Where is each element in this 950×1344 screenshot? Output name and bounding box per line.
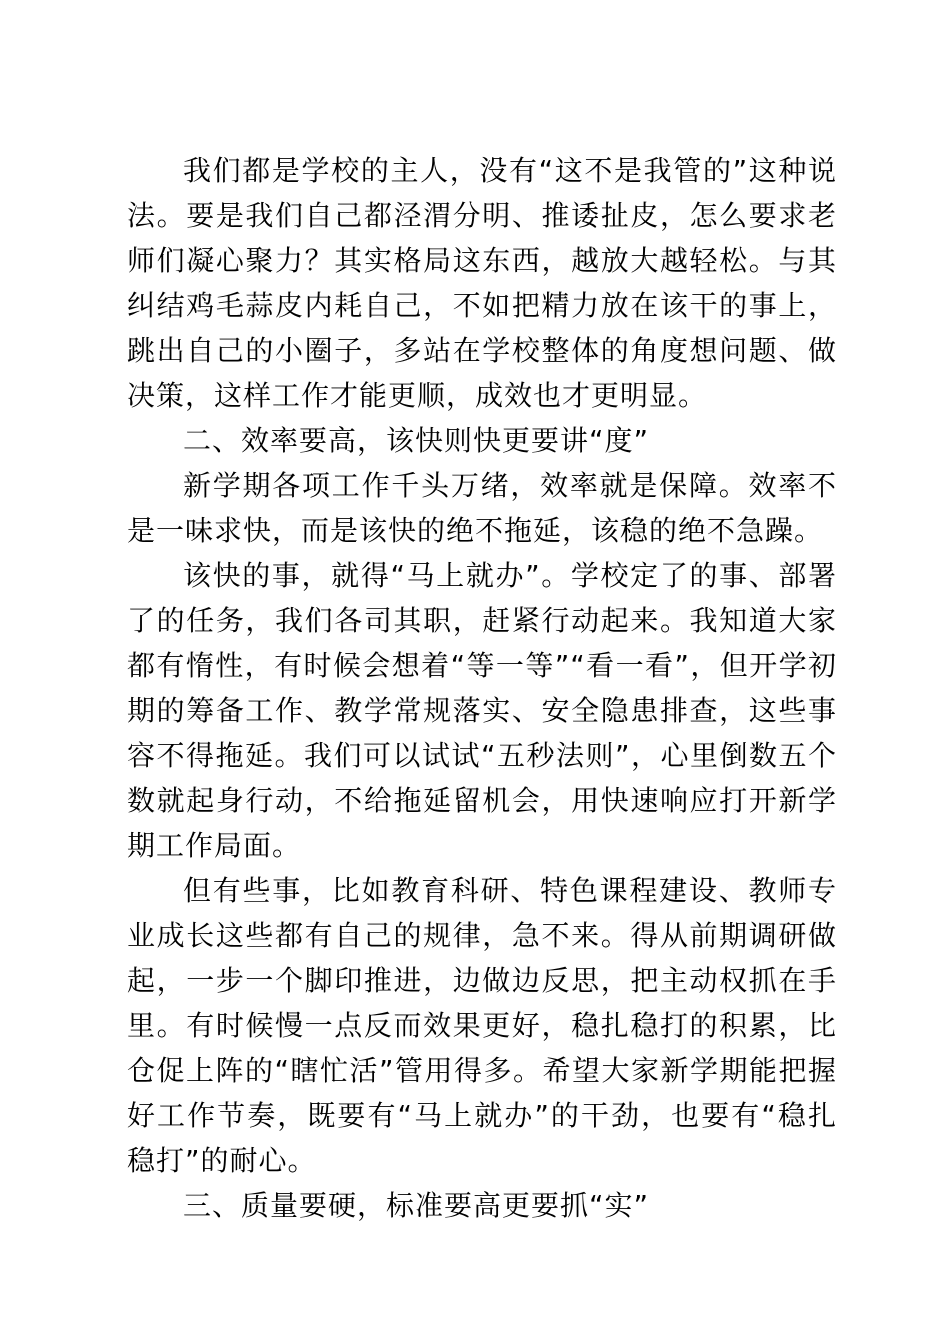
section-heading-2: 二、效率要高，该快则快更要讲“度” bbox=[183, 424, 650, 457]
body-paragraph-2: 新学期各项工作千头万绪，效率就是保障。效率不是一味求快，而是该快的绝不拖延，该稳的绝不急躁。 bbox=[127, 469, 837, 547]
body-paragraph-3: 该快的事，就得“马上就办”。学校定了的事、部署了的任务，我们各司其职，赶紧行动起来。我知道大家都有惰性，有时候会想着“等一等”“看一看”，但开学初期的筹备工作、教学常规落实、安全隐患排查，这些事容不得拖延。我们可以试试“五秒法则”，心里倒数五个数就起身行动，不给拖延留机会，用快速响应打开新学期工作局面。 bbox=[127, 559, 837, 862]
body-paragraph-1: 我们都是学校的主人，没有“这不是我管的”这种说法。要是我们自己都泾渭分明、推诿扯皮，怎么要求老师们凝心聚力？其实格局这东西，越放大越轻松。与其纠结鸡毛蒜皮内耗自己，不如把精力放在该干的事上，跳出自己的小圈子，多站在学校整体的角度想问题、做决策，这样工作才能更顺，成效也才更明显。 bbox=[127, 154, 837, 412]
document-body bbox=[127, 148, 837, 1228]
body-paragraph-4: 但有些事，比如教育科研、特色课程建设、教师专业成长这些都有自己的规律，急不来。得从前期调研做起，一步一个脚印推进，边做边反思，把主动权抓在手里。有时候慢一点反而效果更好，稳扎稳打的积累，比仓促上阵的“瞎忙活”管用得多。希望大家新学期能把握好工作节奏，既要有“马上就办”的干劲，也要有“稳扎稳打”的耐心。 bbox=[127, 874, 837, 1177]
section-heading-3: 三、质量要硬，标准要高更要抓“实” bbox=[183, 1189, 650, 1222]
